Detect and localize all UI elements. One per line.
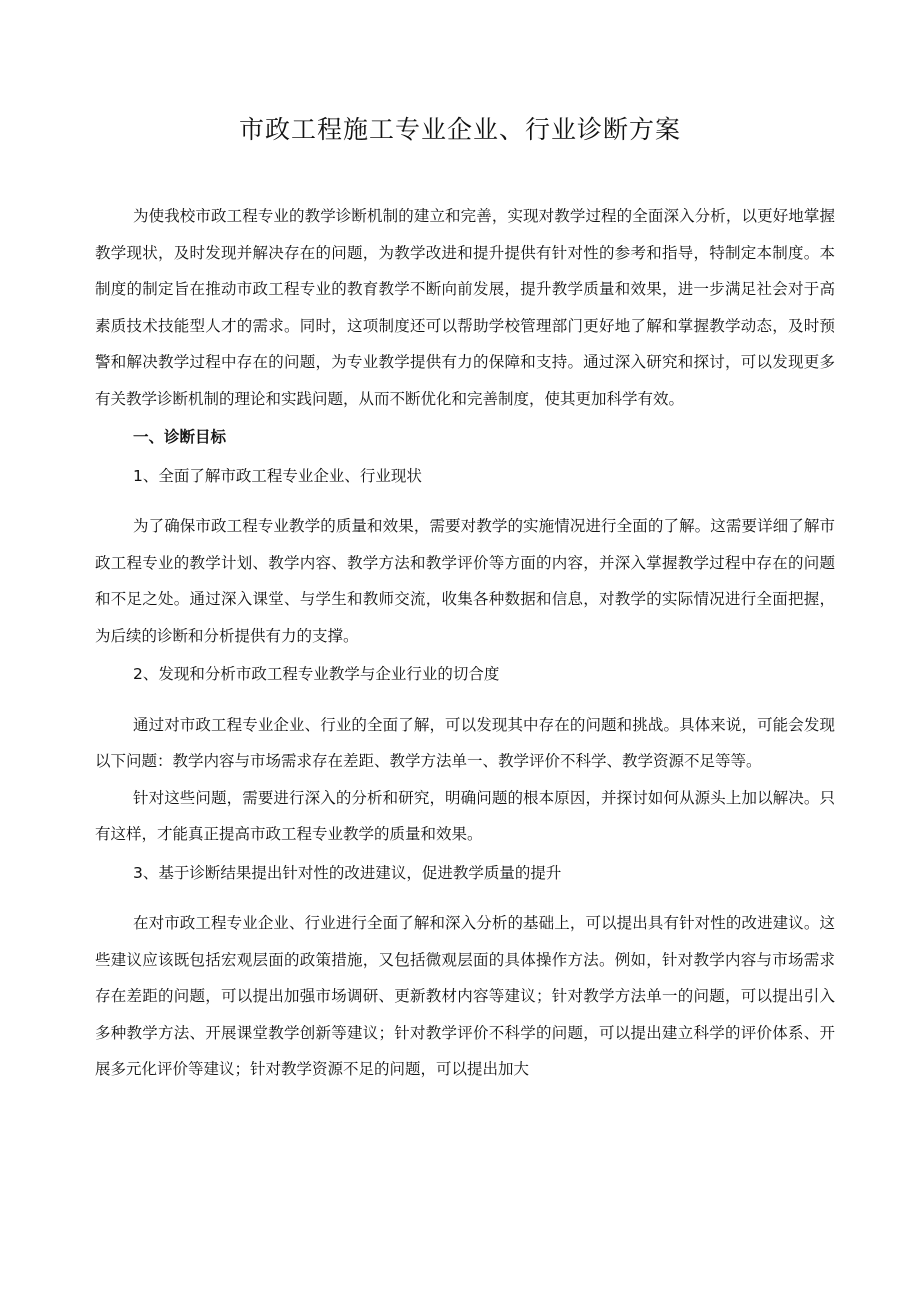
item1-paragraph: 为了确保市政工程专业教学的质量和效果，需要对教学的实施情况进行全面的了解。这需要详细了解市政工程专业的教学计划、教学内容、教学方法和教学评价等方面的内容，并深入掌握教学过程中存在的问题和不足之处。通过深入课堂、与学生和教师交流，收集各种数据和信息，对教学的实际情况进行全面把握，为后续的诊断和分析提供有力的支撑。 <box>95 517 835 645</box>
item2-paragraph-2: 针对这些问题，需要进行深入的分析和研究，明确问题的根本原因，并探讨如何从源头上加以解决。只有这样，才能真正提高市政工程专业教学的质量和效果。 <box>95 788 835 843</box>
intro-paragraph: 为使我校市政工程专业的教学诊断机制的建立和完善，实现对教学过程的全面深入分析，以更好地掌握教学现状，及时发现并解决存在的问题，为教学改进和提升提供有针对性的参考和指导，特制定本制度。本制度的制定旨在推动市政工程专业的教育教学不断向前发展，提升教学质量和效果，进一步满足社会对于高素质技术技能型人才的需求。同时，这项制度还可以帮助学校管理部门更好地了解和掌握教学动态，及时预警和解决教学过程中存在的问题，为专业教学提供有力的保障和支持。通过深入研究和探讨，可以发现更多有关教学诊断机制的理论和实践问题，从而不断优化和完善制度，使其更加科学有效。 <box>95 207 835 408</box>
document-title: 市政工程施工专业企业、行业诊断方案 <box>238 115 681 144</box>
section-heading-diagnosis-goals: 一、诊断目标 <box>133 428 227 446</box>
item2-paragraph-1: 通过对市政工程专业企业、行业的全面了解，可以发现其中存在的问题和挑战。具体来说，可能会发现以下问题：教学内容与市场需求存在差距、教学方法单一、教学评价不科学、教学资源不足等等。 <box>95 715 835 770</box>
document-body <box>95 198 835 1088</box>
item1-title: 1、全面了解市政工程专业企业、行业现状 <box>133 466 422 485</box>
item3-title: 3、基于诊断结果提出针对性的改进建议，促进教学质量的提升 <box>133 863 562 882</box>
item3-paragraph: 在对市政工程专业企业、行业进行全面了解和深入分析的基础上，可以提出具有针对性的改进建议。这些建议应该既包括宏观层面的政策措施，又包括微观层面的具体操作方法。例如，针对教学内容与市场需求存在差距的问题，可以提出加强市场调研、更新教材内容等建议；针对教学方法单一的问题，可以提出引入多种教学方法、开展课堂教学创新等建议；针对教学评价不科学的问题，可以提出建立科学的评价体系、开展多元化评价等建议；针对教学资源不足的问题，可以提出加大 <box>95 914 835 1078</box>
item2-title: 2、发现和分析市政工程专业教学与企业行业的切合度 <box>133 665 500 683</box>
